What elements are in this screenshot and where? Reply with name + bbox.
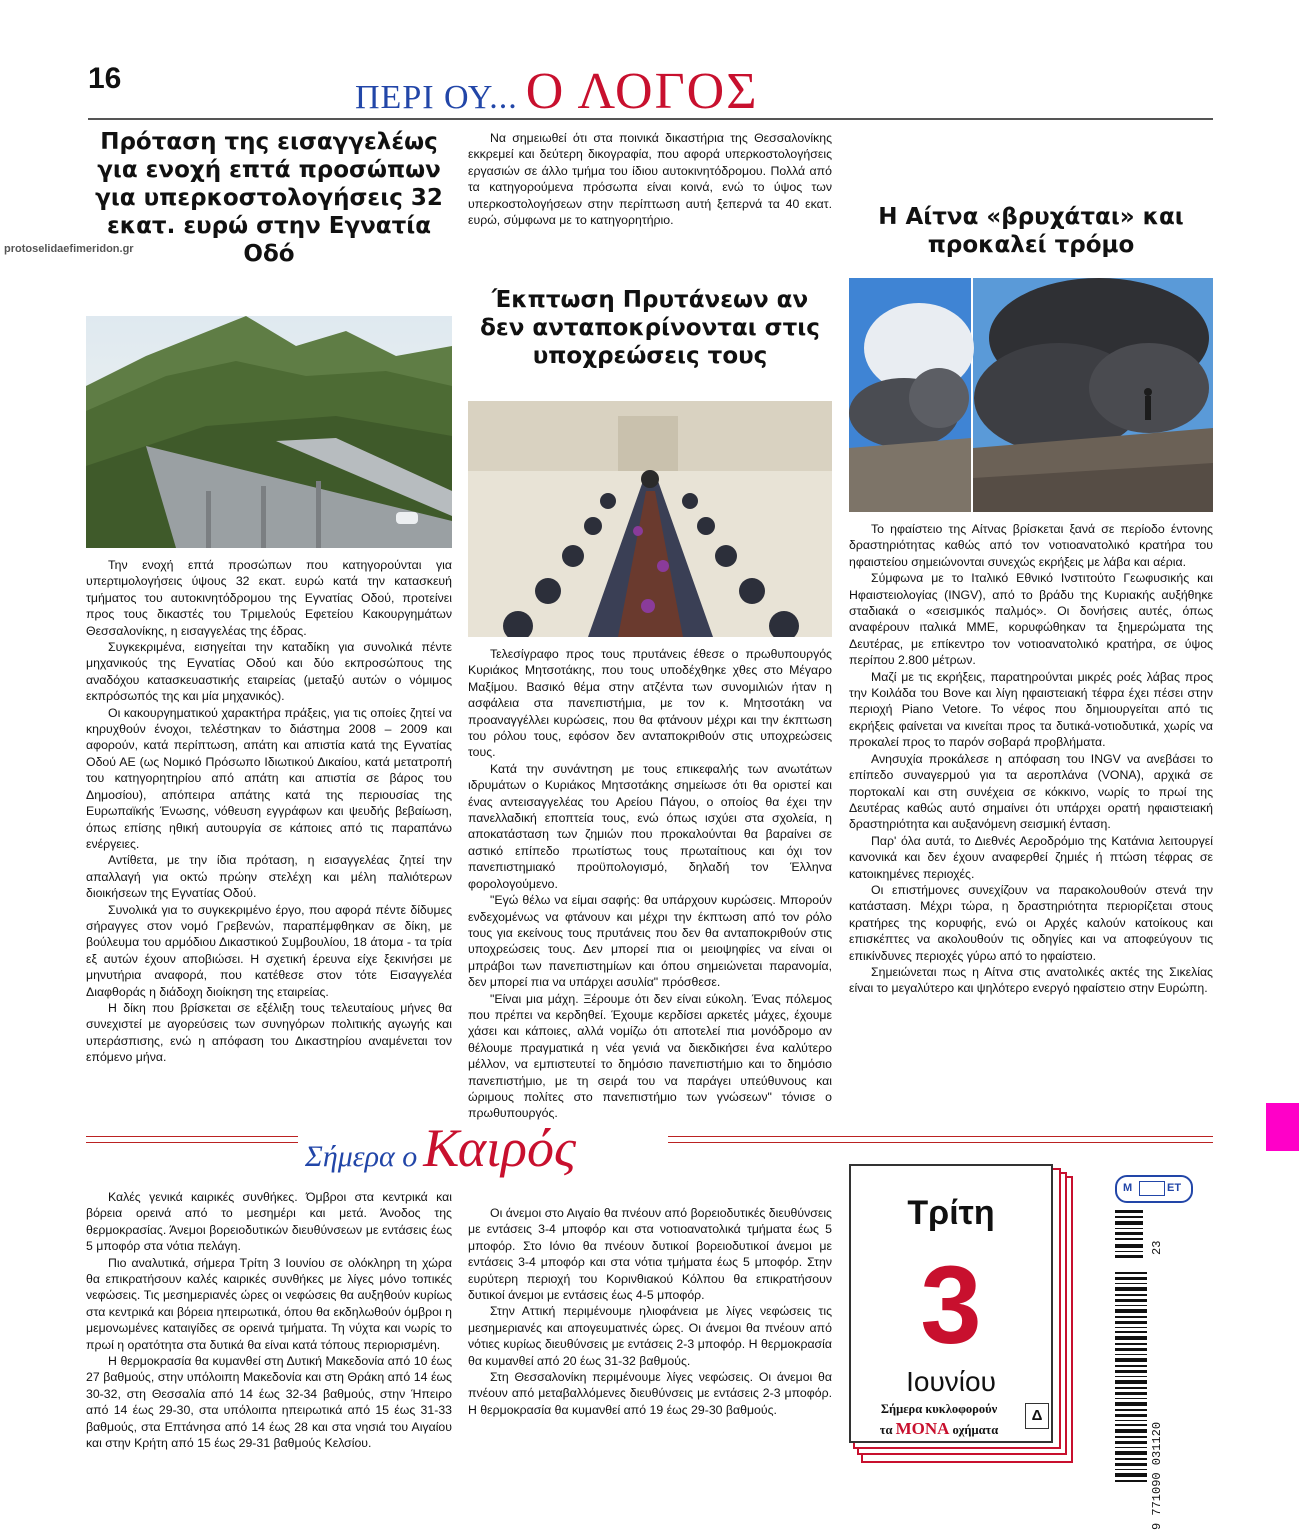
paragraph: Οι επιστήμονες συνεχίζουν να παρακολουθούν στενά την κατάσταση. Μέχρι τώρα, η δραστηριότητα περιορίζεται στους κρατήρες της κορυφής, ενώ οι Αρχές καλούν κατοίκους και επισκέπτες να ακολουθούν τις οδηγίες και να αποφεύγουν τις επικίνδυνες περιοχές γύρω από το ηφαίστειο. xyxy=(849,882,1213,963)
masthead xyxy=(355,62,955,120)
rectors-headline: Έκπτωση Πρυτάνεων αν δεν ανταποκρίνονται στις υποχρεώσεις τους xyxy=(480,287,820,370)
etna-photo xyxy=(849,278,1213,512)
calendar-footer-mona: ΜΟΝΑ xyxy=(895,1418,950,1438)
paragraph: Στην Αττική περιμένουμε ηλιοφάνεια με λίγες νεφώσεις τις μεσημεριανές και απογευματινές ώρες. Οι άνεμοι θα πνέουν από νότιες κυρίως διευθύνσεις με εντάσεις 2-3 μποφόρ. Η θερμοκρασία θα κυμανθεί από 20 έως 31-32 βαθμούς. xyxy=(468,1304,832,1368)
delta-badge: Δ xyxy=(1025,1403,1049,1429)
paragraph: Την ενοχή επτά προσώπων που κατηγορούνται για υπερτιμολογήσεις ύψους 32 εκατ. ευρώ κατά την κατασκευή τμήματος του αυτοκινητόδρομου της Εγνατίας Οδού, προτείνει προς τους δικαστές του Τριμελούς Εφετείου Κακουργημάτων Θεσσαλονίκης, η εισαγγελέας της έδρας. xyxy=(86,558,452,638)
etna-body xyxy=(849,521,1213,997)
rectors-body xyxy=(468,646,832,1122)
barcode-bars xyxy=(1115,1210,1155,1495)
egnatia-body-continued xyxy=(468,130,832,228)
calendar-footer-pre: τα xyxy=(879,1422,893,1437)
paragraph: Ανησυχία προκάλεσε η απόφαση του INGV να ανεβάσει το επίπεδο συναγερμού για τα αεροπλάνα (VONA), αρχικά σε πορτοκαλί και στη συνέχεια σε κόκκινο, νωρίς το πρωί της Δευτέρας καθώς αυτό σημαίνει ότι υπάρχει ορατή ηφαιστειακή δραστηριότητα και αυξανόμενη σεισμική ένταση. xyxy=(849,751,1213,832)
paragraph: Η δίκη που βρίσκεται σε εξέλιξη τους τελευταίους μήνες θα συνεχιστεί με αγορεύσεις των συνηγόρων πολιτικής αγωγής και υπεράσπισης, ενώ η απόφαση του Δικαστηρίου αναμένεται τον επόμενο μήνα. xyxy=(86,1000,452,1065)
watermark: protoselidaefimeridon.gr xyxy=(4,243,134,255)
egnatia-headline: Πρόταση της εισαγγελέως για ενοχή επτά προσώπων για υπερκοστολογήσεις 32 εκατ. ευρώ στην Εγνατία Οδό xyxy=(95,129,443,268)
barcode-addon: 23 xyxy=(1150,1240,1164,1255)
calendar xyxy=(849,1164,1053,1443)
calendar-day: Τρίτη xyxy=(907,1194,995,1232)
paragraph: Καλές γενικά καιρικές συνθήκες. Όμβροι στα κεντρικά και βόρεια ορεινά από το μεσημέρι και μετά. Άνοδος της θερμοκρασίας. Άνεμοι βορειοδυτικών διευθύνσεων με εντάσεις έως 5 μποφόρ στα νότια πελάγη. xyxy=(86,1190,452,1254)
paragraph: "Εγώ θέλω να είμαι σαφής: θα υπάρχουν κυρώσεις. Μπορούν ενδεχομένως να φτάνουν και μέχρι την έκπτωση από τον ρόλο τους για εκείνους τους πρυτάνεις που δεν θα ανταποκριθούν στις υποχρεώσεις τους. Δεν μπορεί πια οι μειοψηφίες να είναι οι μπράβοι των πανεπιστημίων και όπου σημειώνεται παρανομία, δεν μπορεί πια να υπάρχει ασυλία" πρόσθεσε. xyxy=(468,893,832,990)
paragraph: Κατά την συνάντηση με τους επικεφαλής των ανωτάτων ιδρυμάτων ο Κυριάκος Μητσοτάκης σημείωσε ότι θα οριστεί και ένας αντεισαγγελέας του Αρείου Πάγου, ο οποίος θα έχει την πανελλαδική εποπτεία τους, ενώ όπως ισχύει στα σχολεία, η αποκατάσταση των ζημιών που προκαλούνται θα βαραίνει σε αστικό επίπεδο πρωτίστως τους πρωταίτιους και όχι τον πανεπιστημιακό προϋπολογισμό, δηλαδή τον Έλληνα φορολογούμενο. xyxy=(468,761,832,891)
calendar-footer-line2 xyxy=(855,1418,1023,1441)
calendar-date: 3 xyxy=(920,1244,982,1367)
met-logo xyxy=(1115,1175,1193,1203)
weather-body-right xyxy=(468,1205,832,1418)
page-number: 16 xyxy=(88,62,122,95)
paragraph: Παρ' όλα αυτά, το Διεθνές Αεροδρόμιο της Κατάνια λειτουργεί κανονικά και δεν έχουν αναφερθεί ζημιές ή πτώση τέφρας σε κατοικημένες περιοχές. xyxy=(849,833,1213,881)
paragraph: Η θερμοκρασία θα κυμανθεί στη Δυτική Μακεδονία από 10 έως 27 βαθμούς, στην υπόλοιπη Μακεδονία και στη Θράκη από 14 έως 30-32, στη Θεσσαλία από 14 έως 32-34 βαθμούς, στην Ήπειρο από 14 έως 29-30, στα υπόλοιπα ηπειρωτικά από 15 έως 31-33 βαθμούς, στα Επτάνησα από 14 έως 28 και στα νησιά του Αιγαίου και στην Κρήτη από 15 έως 29-31 βαθμούς Κελσίου. xyxy=(86,1354,452,1451)
egnatia-body xyxy=(86,557,452,1066)
paragraph: Σύμφωνα με το Ιταλικό Εθνικό Ινστιτούτο Γεωφυσικής και Ηφαιστειολογίας (INGV), από το βράδυ της Κυριακής αυξήθηκε σταδιακά ο «σεισμικός παλμός». Οι δονήσεις αυτές, όπως αναφέρουν ιταλικά ΜΜΕ, κορυφώθηκαν τα ξημερώματα της Δευτέρας, με επίκεντρο τον νοτιοανατολικό κρατήρα, σε ύψος περίπου 2.800 μέτρων. xyxy=(849,571,1213,668)
paragraph: Στη Θεσσαλονίκη περιμένουμε λίγες νεφώσεις. Οι άνεμοι θα πνέουν από μεταβαλλόμενες διευθύνσεις με εντάσεις 2-3 μποφόρ. Η θερμοκρασία θα κυμανθεί από 19 έως 29-30 βαθμούς. xyxy=(468,1370,832,1417)
calendar-footer-post: οχήματα xyxy=(952,1422,999,1437)
highway-bridge-image xyxy=(86,316,452,548)
masthead-small: ΠΕΡΙ ΟΥ... xyxy=(355,79,518,116)
barcode xyxy=(1115,1210,1155,1495)
rectors-photo xyxy=(468,401,832,637)
header-rule xyxy=(88,118,1213,120)
paragraph: Πιο αναλυτικά, σήμερα Τρίτη 3 Ιουνίου σε ολόκληρη τη χώρα θα επικρατήσουν καλές καιρικές συνθήκες με λίγες μόνο τοπικές νεφώσεις. Τις μεσημεριανές ώρες οι νεφώσεις θα αυξηθούν κυρίως στα κεντρικά και βόρεια ηπειρωτικά, όπου θα εκδηλωθούν όμβροι η μεμονωμένες καταιγίδες σε ορεινά τμήματα. Τη νύχτα και νωρίς το πρωί η ορατότητα στα δυτικά θα είναι κατά τόπους περιορισμένη. xyxy=(86,1255,452,1352)
weather-rule-left xyxy=(86,1136,298,1137)
weather-rule-left-2 xyxy=(86,1142,298,1143)
book-icon xyxy=(1139,1181,1165,1196)
paragraph: Το ηφαίστειο της Αίτνας βρίσκεται ξανά σε περίοδο έντονης δραστηριότητας καθώς από τον νοτιοανατολικό κρατήρα του ηφαιστείου σημειώνονται συνεχώς εκρήξεις με λάβα και αέρια. xyxy=(849,522,1213,569)
paragraph: Να σημειωθεί ότι στα ποινικά δικαστήρια της Θεσσαλονίκης εκκρεμεί και δεύτερη δικογραφία, που αφορά υπερκοστολογήσεις εργασιών σε άλλο τμήμα του ίδιου αυτοκινητόδρομου. Πολλά από τα κατηγορούμενα πρόσωπα είναι κοινά, ενώ το ύψος των υπερκοστολογήσεων στην περίπτωση αυτή ξεπερνά τα 40 εκατ. ευρώ, σύμφωνα με το κατηγορητήριο. xyxy=(468,131,832,228)
color-tab xyxy=(1266,1103,1299,1151)
weather-rule-right-2 xyxy=(668,1142,1213,1143)
weather-body-left xyxy=(86,1189,452,1452)
meeting-image xyxy=(468,401,832,637)
paragraph: "Είναι μια μάχη. Ξέρουμε ότι δεν είναι εύκολη. Ένας πόλεμος που πρέπει να κερδηθεί. Έχουμε κερδίσει αρκετές μάχες, έχουμε χάσει και κάποιες, αλλά νομίζω ότι αποτελεί πια μονόδρομο αν θέλουμε πραγματικά η νέα γενιά να διεκδικήσει ένα καλύτερο μέλλον, να εμπιστευτεί το δημόσιο πανεπιστήμιο και το δημόσιο πανεπιστήμιο, με τη σειρά του να παράγει υπεύθυνους και ώριμους πολίτες στο πανεπιστήμιο των γνώσεων" τόνισε ο πρωθυπουργός. xyxy=(468,991,832,1121)
met-logo-left: Μ xyxy=(1123,1182,1133,1194)
egnatia-photo xyxy=(86,316,452,548)
barcode-number: 9 771090 031120 xyxy=(1150,1421,1164,1530)
paragraph: Συνολικά για το συγκεκριμένο έργο, που αφορά πέντε δίδυμες σήραγγες στον νομό Γρεβενών, παραπέμφθηκαν σε δίκη, με βούλευμα του αρμόδιου Δικαστικού Συμβουλίου, 18 άτομα - τα τρία εξ αυτών έχουν αποβιώσει. Η σχετική έρευνα είχε ξεκινήσει με μηνυτήρια αναφορά, που κατέθεσε στον τότε Εισαγγελέα Διαφθοράς η διάδοχη διοίκηση της εταιρείας. xyxy=(86,902,452,999)
weather-title-small: Σήμερα ο xyxy=(305,1140,418,1173)
paragraph: Οι κακουργηματικού χαρακτήρα πράξεις, για τις οποίες ζητεί να κηρυχθούν ένοχοι, τελέστηκαν το διάστημα 2008 – 2009 και αφορούν, κατά περίπτωση, απάτη και απιστία κατά της Εγνατίας Οδού ΑΕ (ως Νομικό Πρόσωπο Ιδιωτικού Δικαίου, κατά μετατροπή του κατηγορητηρίου από απάτη και απιστία σε βάρος του Δημοσίου), απόπειρα απάτης κατά της περιουσίας της Ευρωπαϊκής Ένωσης, νόθευση εγγράφων και ψευδής βεβαίωση, όπως επίσης ηθική αυτουργία σε κάποιες από τις παραπάνω ενέργειες. xyxy=(86,705,452,851)
masthead-big: Ο ΛΟΓΟΣ xyxy=(525,63,759,120)
weather-rule-right xyxy=(668,1136,1213,1137)
paragraph: Συγκεκριμένα, εισηγείται την καταδίκη για συνολικά πέντε μηχανικούς της Εγνατίας Οδού και δύο εκπροσώπους της αναδόχου κατασκευαστικής εταιρείας (μεταξύ αυτών ο νόμιμος εκπρόσωπός της και μία μηχανικός). xyxy=(86,640,452,704)
paragraph: Τελεσίγραφο προς τους πρυτάνεις έθεσε ο πρωθυπουργός Κυριάκος Μητσοτάκης, που τους υποδέχθηκε χθες στο Μέγαρο Μαξίμου. Βασικό θέμα στην ατζέντα των συνομιλιών ήταν η ασφάλεια στα πανεπιστήμια, με τον κ. Μητσοτάκη να προαναγγέλλει κυρώσεις, που θα φτάνουν μέχρι και την έκπτωση του ρόλου τους, εφόσον δεν ανταποκριθούν στις υποχρεώσεις τους. xyxy=(468,647,832,760)
weather-title xyxy=(305,1117,576,1179)
paragraph: Οι άνεμοι στο Αιγαίο θα πνέουν από βορειοδυτικές διευθύνσεις με εντάσεις 3-4 μποφόρ και στα νοτιοανατολικά τμήματα έως 5 μποφόρ. Στο Ιόνιο θα πνέουν δυτικοί βορειοδυτικοί άνεμοι με εντάσεις 3-4 μποφόρ και στα νότια τμήματα έως 5 μποφόρ. Στην ευρύτερη περιοχή του Κορινθιακού Κόλπου θα επικρατήσουν δυτικοί άνεμοι με εντάσεις έως 4-5 μποφόρ. xyxy=(468,1206,832,1303)
weather-title-big: Καιρός xyxy=(423,1118,576,1178)
volcano-image xyxy=(849,278,1213,512)
calendar-month: Ιουνίου xyxy=(906,1366,996,1397)
etna-headline: Η Αίτνα «βρυχάται» και προκαλεί τρόμο xyxy=(878,204,1184,259)
paragraph: Αντίθετα, με την ίδια πρόταση, η εισαγγελέας ζητεί την απαλλαγή για οκτώ πρώην στελέχη και μέλη παλιότερων διοικήσεων της Εγνατίας Οδού. xyxy=(86,853,452,901)
paragraph: Σημειώνεται πως η Αίτνα στις ανατολικές ακτές της Σικελίας είναι το μεγαλύτερο και ψηλότερο ενεργό ηφαίστειο στην Ευρώπη. xyxy=(849,964,1213,996)
calendar-footer xyxy=(855,1401,1023,1441)
paragraph: Μαζί με τις εκρήξεις, παρατηρούνται μικρές ροές λάβας προς την Κοιλάδα του Bove και λίγη ηφαιστειακή τέφρα έχει πέσει στην περιοχή Piano Vetore. Το νέφος που δημιουργείται από τις εκρήξεις φαίνεται να κινείται προς τα δυτικά-νοτιοδυτικά, χωρίς να προκαλεί προς το παρόν σοβαρά προβλήματα. xyxy=(849,669,1213,750)
calendar-footer-line1: Σήμερα κυκλοφορούν xyxy=(880,1402,998,1416)
met-logo-right: ΕΤ xyxy=(1167,1182,1182,1194)
